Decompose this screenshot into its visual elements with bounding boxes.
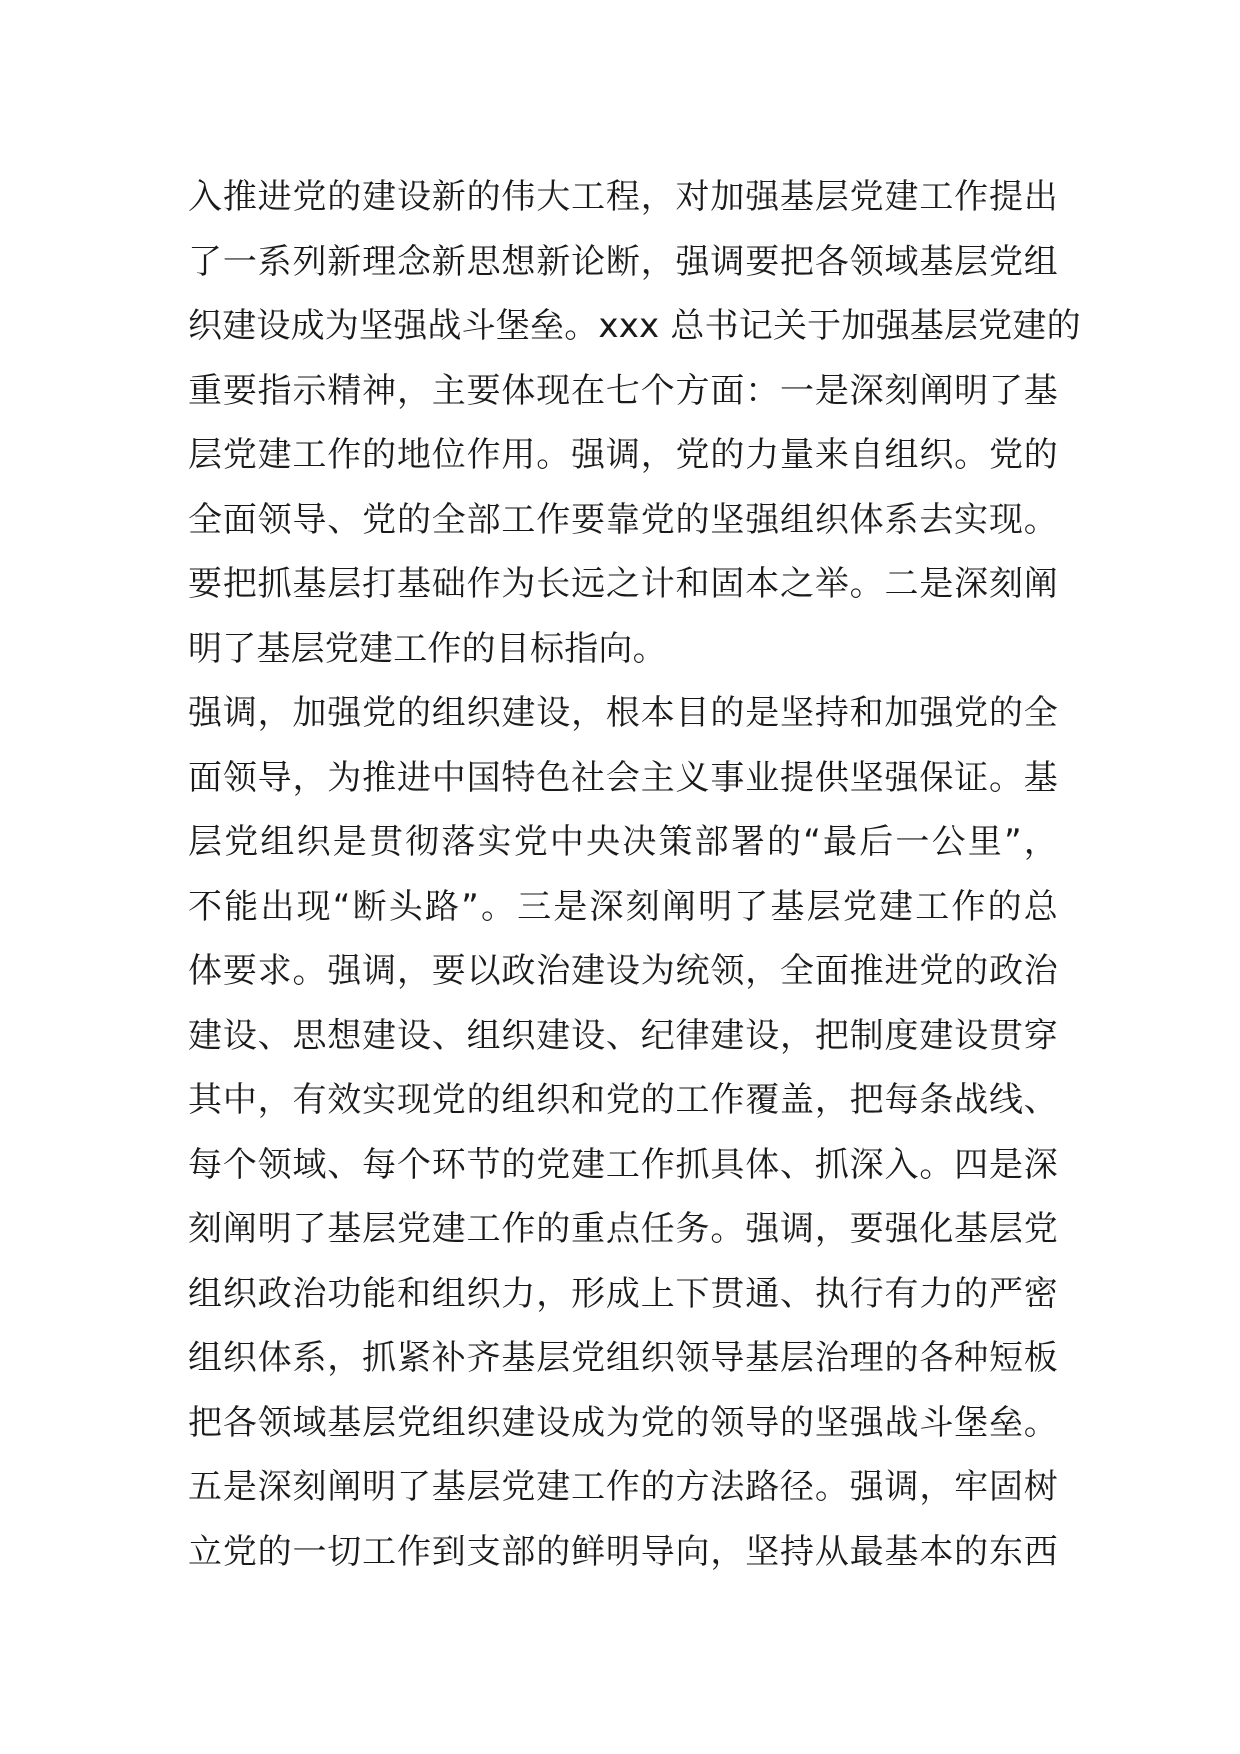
text-line-7: 要把抓基层打基础作为长远之计和固本之举。二是深刻阐 [188,564,1058,604]
text-line-14: 建设、思想建设、组织建设、纪律建设，把制度建设贯穿 [188,1015,1058,1056]
text-line-6: 全面领导、党的全部工作要靠党的坚强组织体系去实现。 [188,499,1058,540]
text-line-12: 不能出现“断头路”。三是深刻阐明了基层党建工作的总 [188,886,1058,927]
text-line-11: 层党组织是贯彻落实党中央决策部署的“最后一公里”， [188,822,1058,862]
text-line-13: 体要求。强调，要以政治建设为统领，全面推进党的政治 [188,951,1058,991]
text-line-21: 五是深刻阐明了基层党建工作的方法路径。强调，牢固树 [188,1467,1058,1507]
text-line-17: 刻阐明了基层党建工作的重点任务。强调，要强化基层党 [188,1209,1058,1249]
text-line-20: 把各领域基层党组织建设成为党的领导的坚强战斗堡垒。 [188,1402,1058,1443]
text-line-8: 明了基层党建工作的目标指向。 [188,628,667,669]
text-line-5: 层党建工作的地位作用。强调，党的力量来自组织。党的 [188,435,1058,475]
text-line-1: 入推进党的建设新的伟大工程，对加强基层党建工作提出 [188,177,1058,217]
text-line-19: 组织体系，抓紧补齐基层党组织领导基层治理的各种短板 [188,1338,1058,1378]
text-line-22: 立党的一切工作到支部的鲜明导向，坚持从最基本的东西 [188,1531,1058,1572]
text-line-2: 了一系列新理念新思想新论断，强调要把各领域基层党组 [188,241,1058,282]
text-line-3: 织建设成为坚强战斗堡垒。xxx 总书记关于加强基层党建的 [188,306,1081,346]
text-line-10: 面领导，为推进中国特色社会主义事业提供坚强保证。基 [188,757,1058,798]
text-line-9: 强调，加强党的组织建设，根本目的是坚持和加强党的全 [188,693,1058,733]
text-line-4: 重要指示精神，主要体现在七个方面：一是深刻阐明了基 [188,370,1058,411]
text-line-15: 其中，有效实现党的组织和党的工作覆盖，把每条战线、 [188,1080,1058,1120]
text-line-16: 每个领域、每个环节的党建工作抓具体、抓深入。四是深 [188,1144,1058,1185]
body-text [188,165,1081,1584]
text-line-18: 组织政治功能和组织力，形成上下贯通、执行有力的严密 [188,1273,1058,1314]
